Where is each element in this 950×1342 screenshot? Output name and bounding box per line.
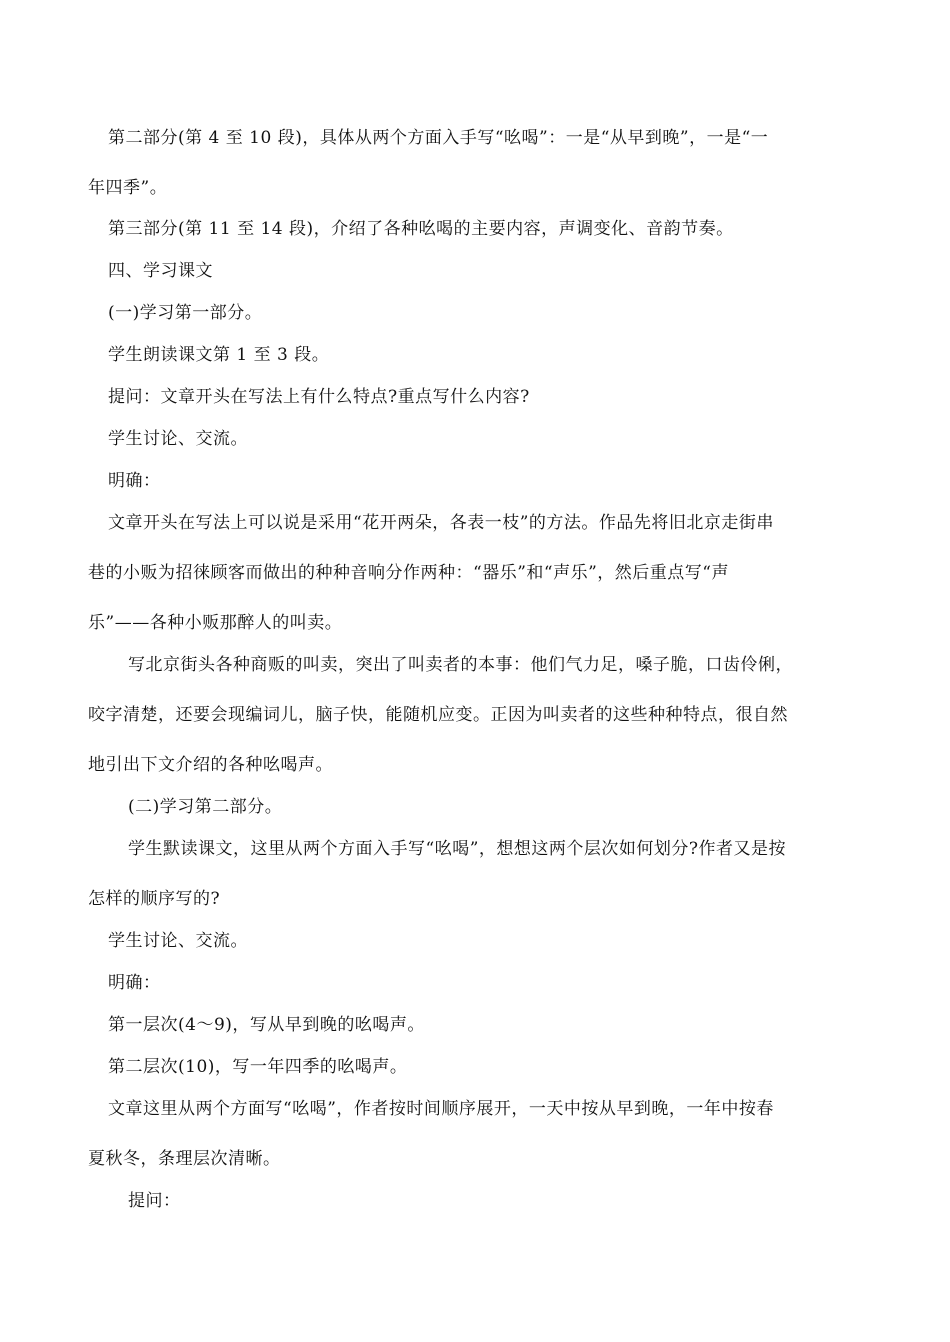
text-line: 学生讨论、交流。	[108, 429, 248, 449]
subsection-heading: (一)学习第一部分。	[108, 303, 263, 323]
text-line: 写北京街头各种商贩的叫卖，突出了叫卖者的本事：他们气力足，嗓子脆，口齿伶俐，	[128, 655, 793, 675]
text-line: 文章开头在写法上可以说是采用“花开两朵，各表一枝”的方法。作品先将旧北京走街串	[108, 513, 774, 533]
text-line: 学生讨论、交流。	[108, 931, 248, 951]
text-line: 地引出下文介绍的各种吆喝声。	[88, 755, 333, 775]
text-line: 怎样的顺序写的?	[88, 889, 221, 909]
text-line: 明确：	[108, 973, 161, 993]
text-line: 巷的小贩为招徕顾客而做出的种种音响分作两种：“器乐”和“声乐”，然后重点写“声	[88, 563, 729, 583]
text-line: 提问：文章开头在写法上有什么特点?重点写什么内容?	[108, 387, 530, 407]
text-line: 第二部分(第 4 至 10 段)，具体从两个方面入手写“吆喝”：一是“从早到晚”，一是“一	[108, 128, 769, 148]
text-line: 提问：	[128, 1191, 181, 1211]
text-line: 学生朗读课文第 1 至 3 段。	[108, 345, 330, 365]
text-line: 明确：	[108, 471, 161, 491]
text-line: 夏秋冬，条理层次清晰。	[88, 1149, 281, 1169]
section-heading: 四、学习课文	[108, 261, 213, 281]
text-line: 学生默读课文，这里从两个方面入手写“吆喝”，想想这两个层次如何划分?作者又是按	[128, 839, 786, 859]
text-line: 第三部分(第 11 至 14 段)，介绍了各种吆喝的主要内容，声调变化、音韵节奏。	[108, 219, 734, 239]
text-line: 年四季”。	[88, 178, 168, 198]
text-line: 第一层次(4～9)，写从早到晚的吆喝声。	[108, 1015, 425, 1035]
text-line: 第二层次(10)，写一年四季的吆喝声。	[108, 1057, 408, 1077]
text-line: 乐”——各种小贩那醉人的叫卖。	[88, 613, 343, 633]
text-line: 咬字清楚，还要会现编词儿，脑子快，能随机应变。正因为叫卖者的这些种种特点，很自然	[88, 705, 788, 725]
text-line: 文章这里从两个方面写“吆喝”，作者按时间顺序展开，一天中按从早到晚，一年中按春	[108, 1099, 774, 1119]
subsection-heading: (二)学习第二部分。	[128, 797, 283, 817]
